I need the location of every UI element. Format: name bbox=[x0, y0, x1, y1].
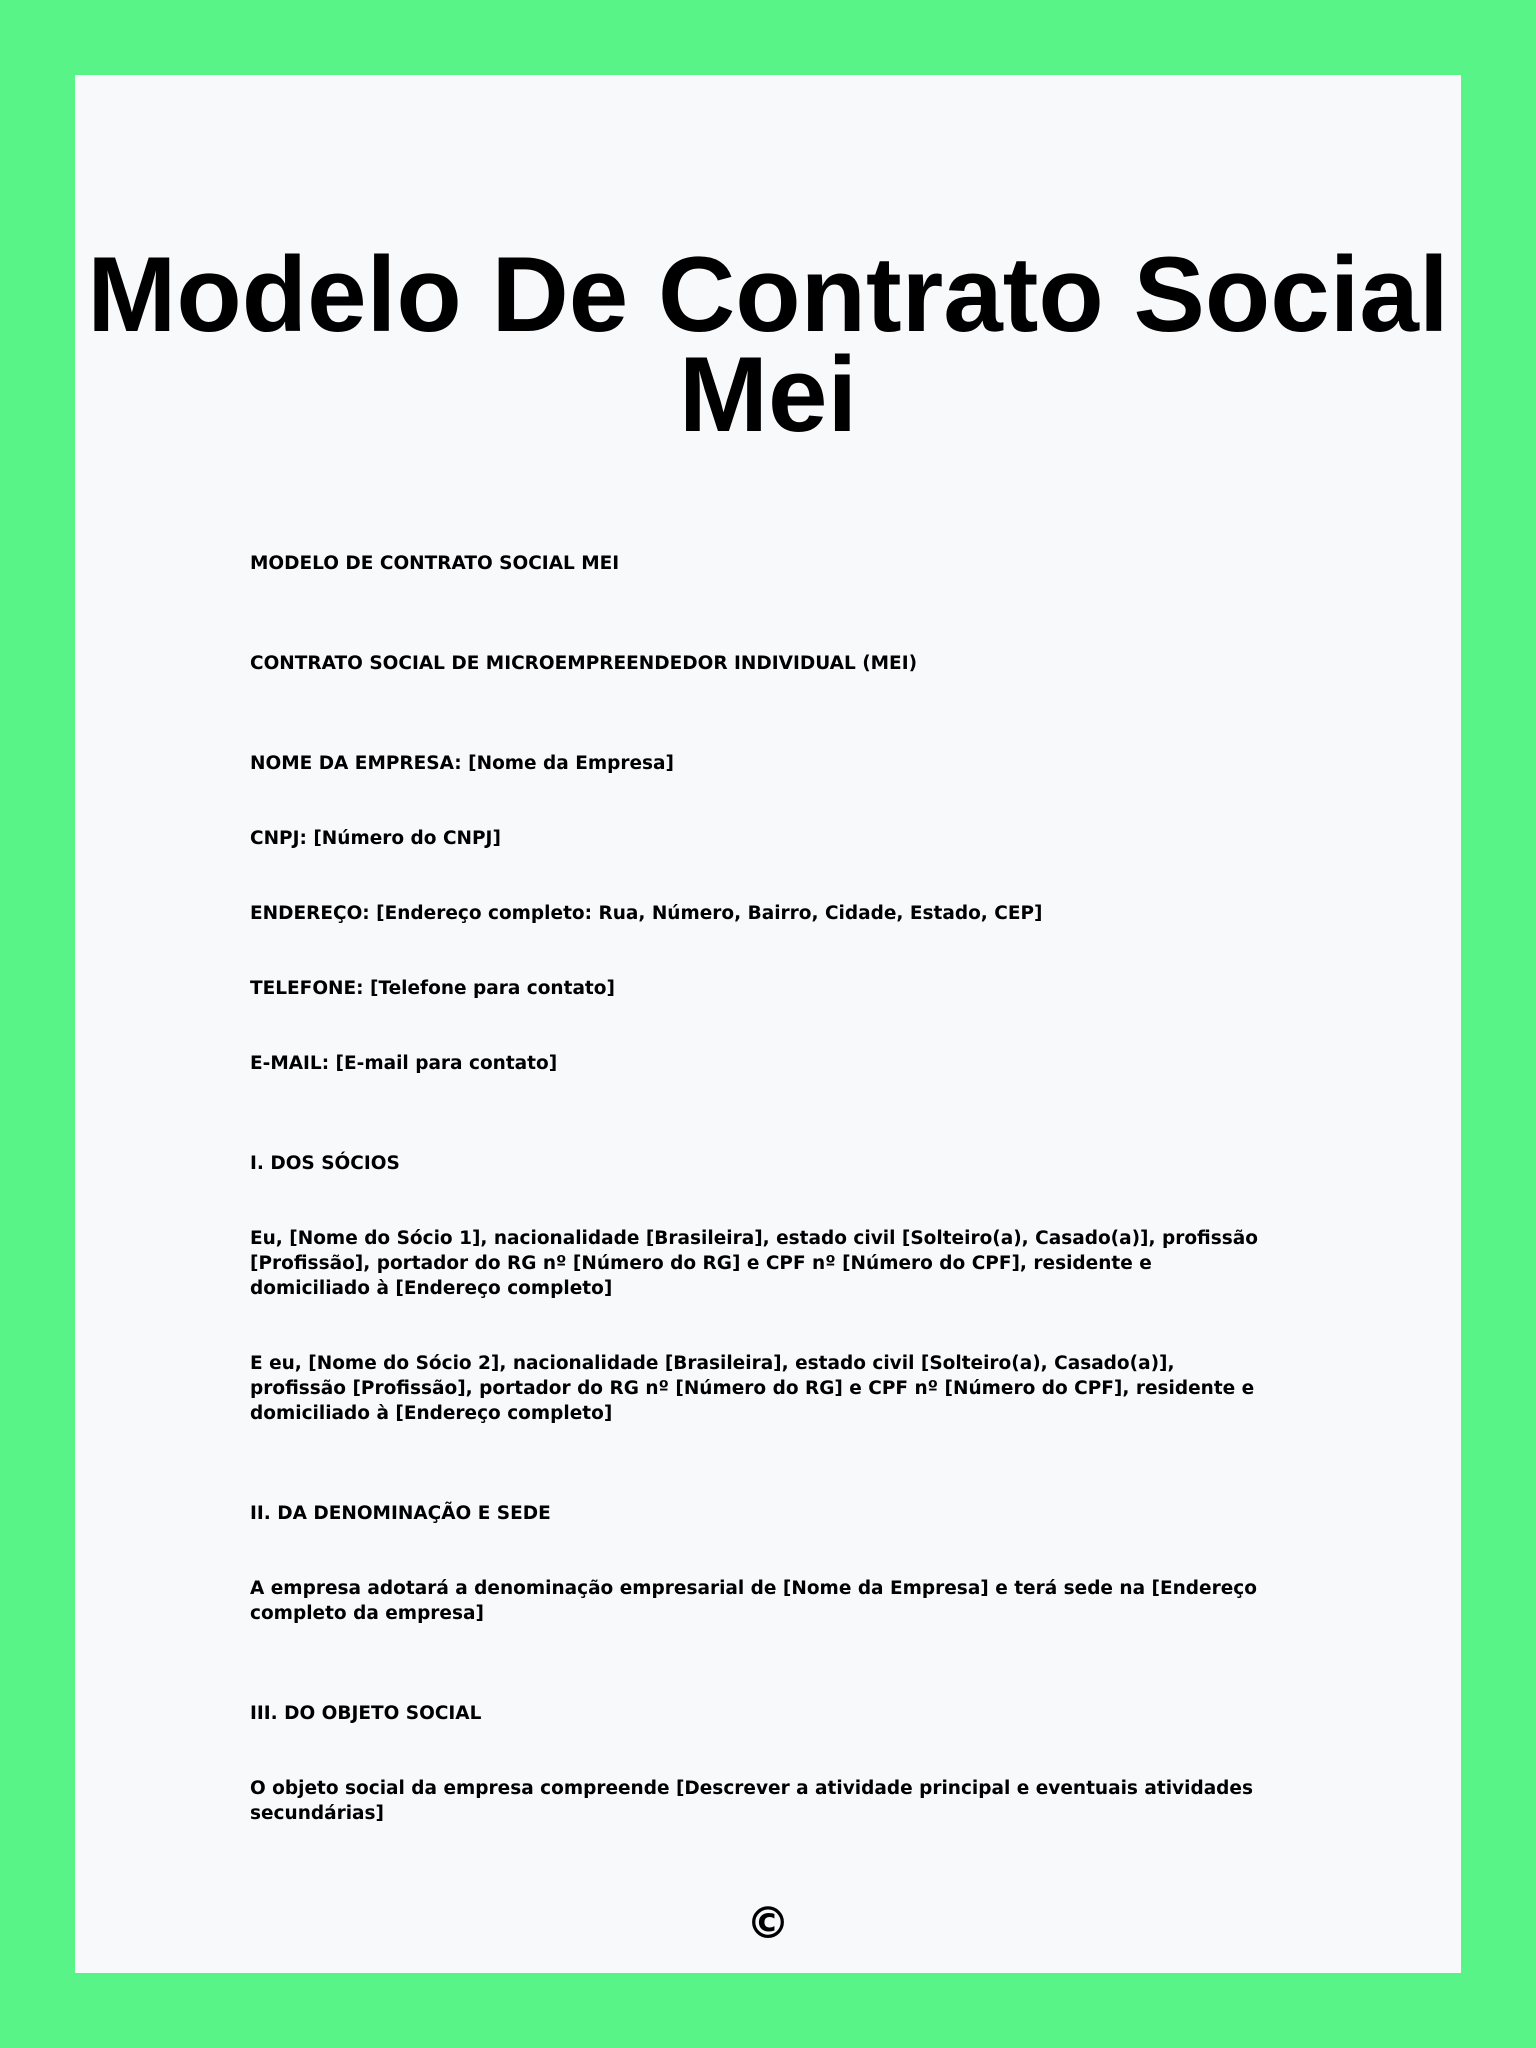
contract-subtitle: CONTRATO SOCIAL DE MICROEMPREENDEDOR INDIVIDUAL (MEI) bbox=[250, 653, 918, 674]
document-title: Modelo De Contrato Social Mei bbox=[87, 234, 1449, 454]
name-headquarters-paragraph: A empresa adotará a denominação empresarial de [Nome da Empresa] e terá sede na [Endereço completo da empresa] bbox=[250, 1578, 1257, 1624]
social-object-paragraph: O objeto social da empresa compreende [Descrever a atividade principal e eventuais atividades secundárias] bbox=[250, 1778, 1253, 1824]
section-heading-partners: I. DOS SÓCIOS bbox=[250, 1153, 400, 1174]
section-heading-social-object: III. DO OBJETO SOCIAL bbox=[250, 1703, 482, 1724]
section-heading-name-headquarters: II. DA DENOMINAÇÃO E SEDE bbox=[250, 1503, 551, 1524]
document-heading: MODELO DE CONTRATO SOCIAL MEI bbox=[250, 553, 620, 574]
phone-field: TELEFONE: [Telefone para contato] bbox=[250, 978, 615, 999]
partner-2-paragraph: E eu, [Nome do Sócio 2], nacionalidade [Brasileira], estado civil [Solteiro(a), Casado(a)], profissão [Profissão], portador do RG nº [Número do RG] e CPF nº [Número do CPF], residente e domiciliado à [Endereço completo] bbox=[250, 1353, 1255, 1424]
cnpj-field: CNPJ: [Número do CNPJ] bbox=[250, 828, 501, 849]
partner-1-paragraph: Eu, [Nome do Sócio 1], nacionalidade [Brasileira], estado civil [Solteiro(a), Casado(a)], profissão [Profissão], portador do RG nº [Número do RG] e CPF nº [Número do CPF], residente e domiciliado à [Endereço completo] bbox=[250, 1228, 1258, 1299]
company-name-field: NOME DA EMPRESA: [Nome da Empresa] bbox=[250, 753, 674, 774]
copyright-icon: © bbox=[746, 1898, 790, 1949]
address-field: ENDEREÇO: [Endereço completo: Rua, Número, Bairro, Cidade, Estado, CEP] bbox=[250, 903, 1043, 924]
email-field: E-MAIL: [E-mail para contato] bbox=[250, 1053, 558, 1074]
